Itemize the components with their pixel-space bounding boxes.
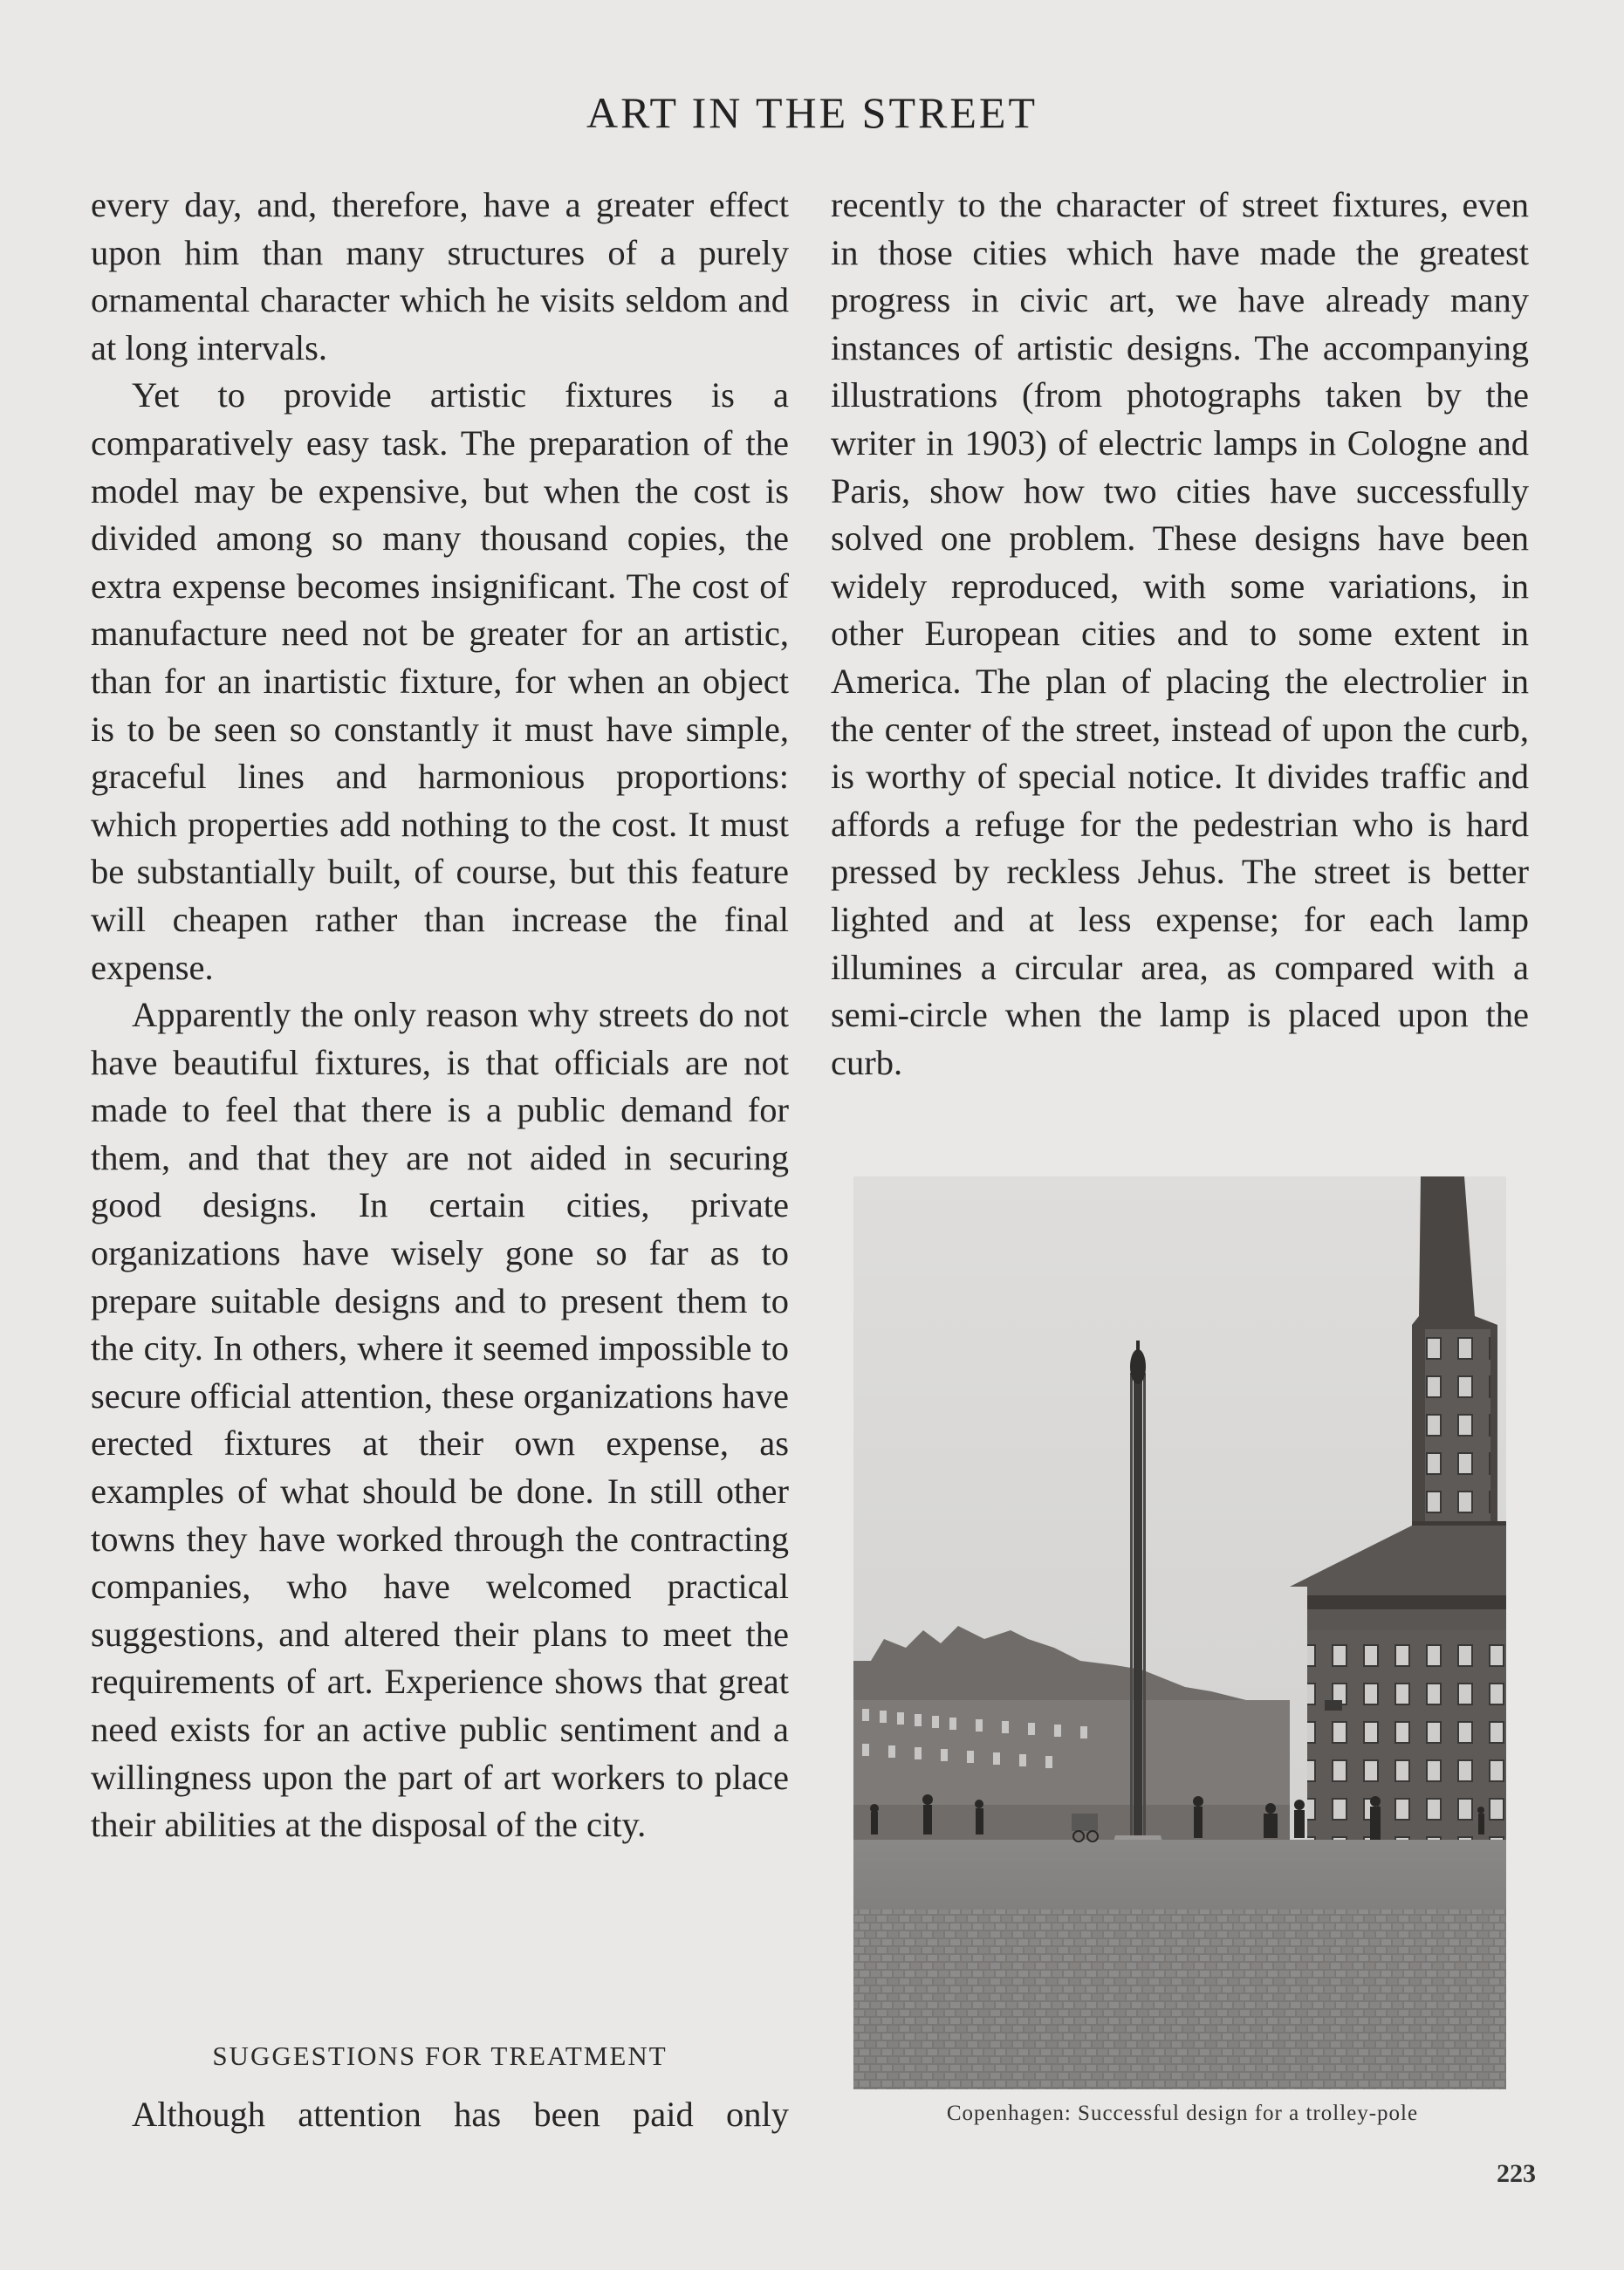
paragraph: every day, and, therefore, have a greater effect upon him than many structures of a purely ornamental character which he visits seldom and at long intervals. [91, 185, 789, 367]
paragraph: recently to the character of street fixtures, even in those cities which have made the greatest progress in civic art, we have already many instances of artistic designs. The accompanying illustrations (from photographs taken by the writer in 1903) of electric lamps in Cologne and Paris, show how two cities have successfully solved one problem. These designs have been widely reproduced, with some variations, in other European cities and to some extent in America. The plan of placing the electrolier in the center of the street, instead of upon the curb, is worthy of special notice. It divides traffic and affords a refuge for the pedestrian who is hard pressed by reckless Jehus. The street is better lighted and at less expense; for each lamp illumines a circular area, as compared with a semi-circle when the lamp is placed upon the curb. [831, 185, 1529, 1082]
page-number: 223 [1497, 2159, 1536, 2188]
cobblestones [853, 1910, 1506, 2089]
left-column [91, 182, 789, 1849]
section-heading: SUGGESTIONS FOR TREATMENT [212, 2040, 668, 2071]
paragraph: Apparently the only reason why streets do not have beautiful fixtures, is that officials are not made to feel that there is a public demand for them, and that they are not aided in securing good designs. In certain cities, private organizations have wisely gone so far as to prepare suitable designs and to present them to the city. In others, where it seemed impossible to secure official attention, these organizations have erected fixtures at their own expense, as examples of what should be done. In still other towns they have worked through the contracting companies, who have welcomed practical suggestions, and altered their plans to meet the requirements of art. Experience shows that great need exists for an active public sentiment and a willingness upon the part of art workers to place their abilities at the disposal of the city. [91, 995, 789, 1845]
photo-caption: Copenhagen: Successful design for a trolley-pole [946, 2102, 1419, 2125]
page-title: ART IN THE STREET [586, 88, 1038, 137]
copenhagen-photo [853, 1176, 1506, 2089]
paragraph-start: Although attention has been paid only [132, 2095, 789, 2134]
paragraph: Yet to provide artistic fixtures is a comparatively easy task. The preparation of the model may be expensive, but when the cost is divided among so many thousand copies, the extra expense becomes insignificant. The cost of manufacture need not be greater for an artistic, than for an inartistic fixture, for when an object is to be seen so constantly it must have simple, graceful lines and harmonious proportions: which properties add nothing to the cost. It must be substantially built, of course, but this feature will cheapen rather than increase the final expense. [91, 375, 789, 987]
right-column [831, 182, 1529, 1087]
